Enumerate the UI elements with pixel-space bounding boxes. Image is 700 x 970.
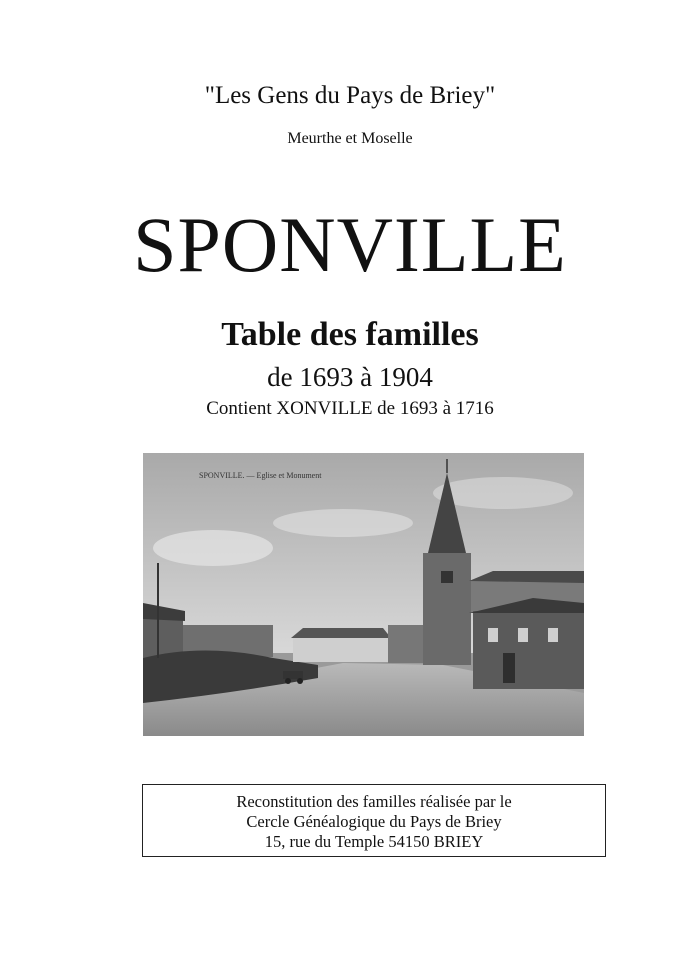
window bbox=[488, 628, 498, 642]
document-subtitle: Table des familles bbox=[221, 316, 479, 353]
door bbox=[503, 653, 515, 683]
church-clock bbox=[441, 571, 453, 583]
region-label: Meurthe et Moselle bbox=[287, 130, 413, 147]
village-title: SPONVILLE bbox=[133, 201, 567, 288]
cloud bbox=[153, 530, 273, 566]
distant-house bbox=[293, 638, 388, 662]
date-range: de 1693 à 1904 bbox=[267, 362, 433, 392]
postcard-caption: SPONVILLE. — Eglise et Monument bbox=[199, 471, 322, 480]
cart bbox=[283, 671, 303, 679]
postcard-illustration bbox=[143, 453, 584, 736]
credits-box bbox=[142, 784, 606, 857]
credits-line: Reconstitution des familles réalisée par le bbox=[236, 792, 512, 811]
right-house bbox=[473, 611, 584, 689]
credits-address: 15, rue du Temple 54150 BRIEY bbox=[264, 832, 484, 851]
church-tower bbox=[423, 553, 471, 665]
cloud bbox=[273, 509, 413, 537]
window bbox=[548, 628, 558, 642]
series-title: "Les Gens du Pays de Briey" bbox=[204, 82, 496, 109]
contains-note: Contient XONVILLE de 1693 à 1716 bbox=[206, 398, 494, 419]
cart-wheel bbox=[297, 678, 303, 684]
window bbox=[518, 628, 528, 642]
distant-roof bbox=[291, 628, 391, 638]
distant-house bbox=[388, 625, 423, 663]
village-postcard-photo bbox=[143, 453, 584, 736]
cart-wheel bbox=[285, 678, 291, 684]
credits-line: Cercle Généalogique du Pays de Briey bbox=[246, 812, 502, 831]
